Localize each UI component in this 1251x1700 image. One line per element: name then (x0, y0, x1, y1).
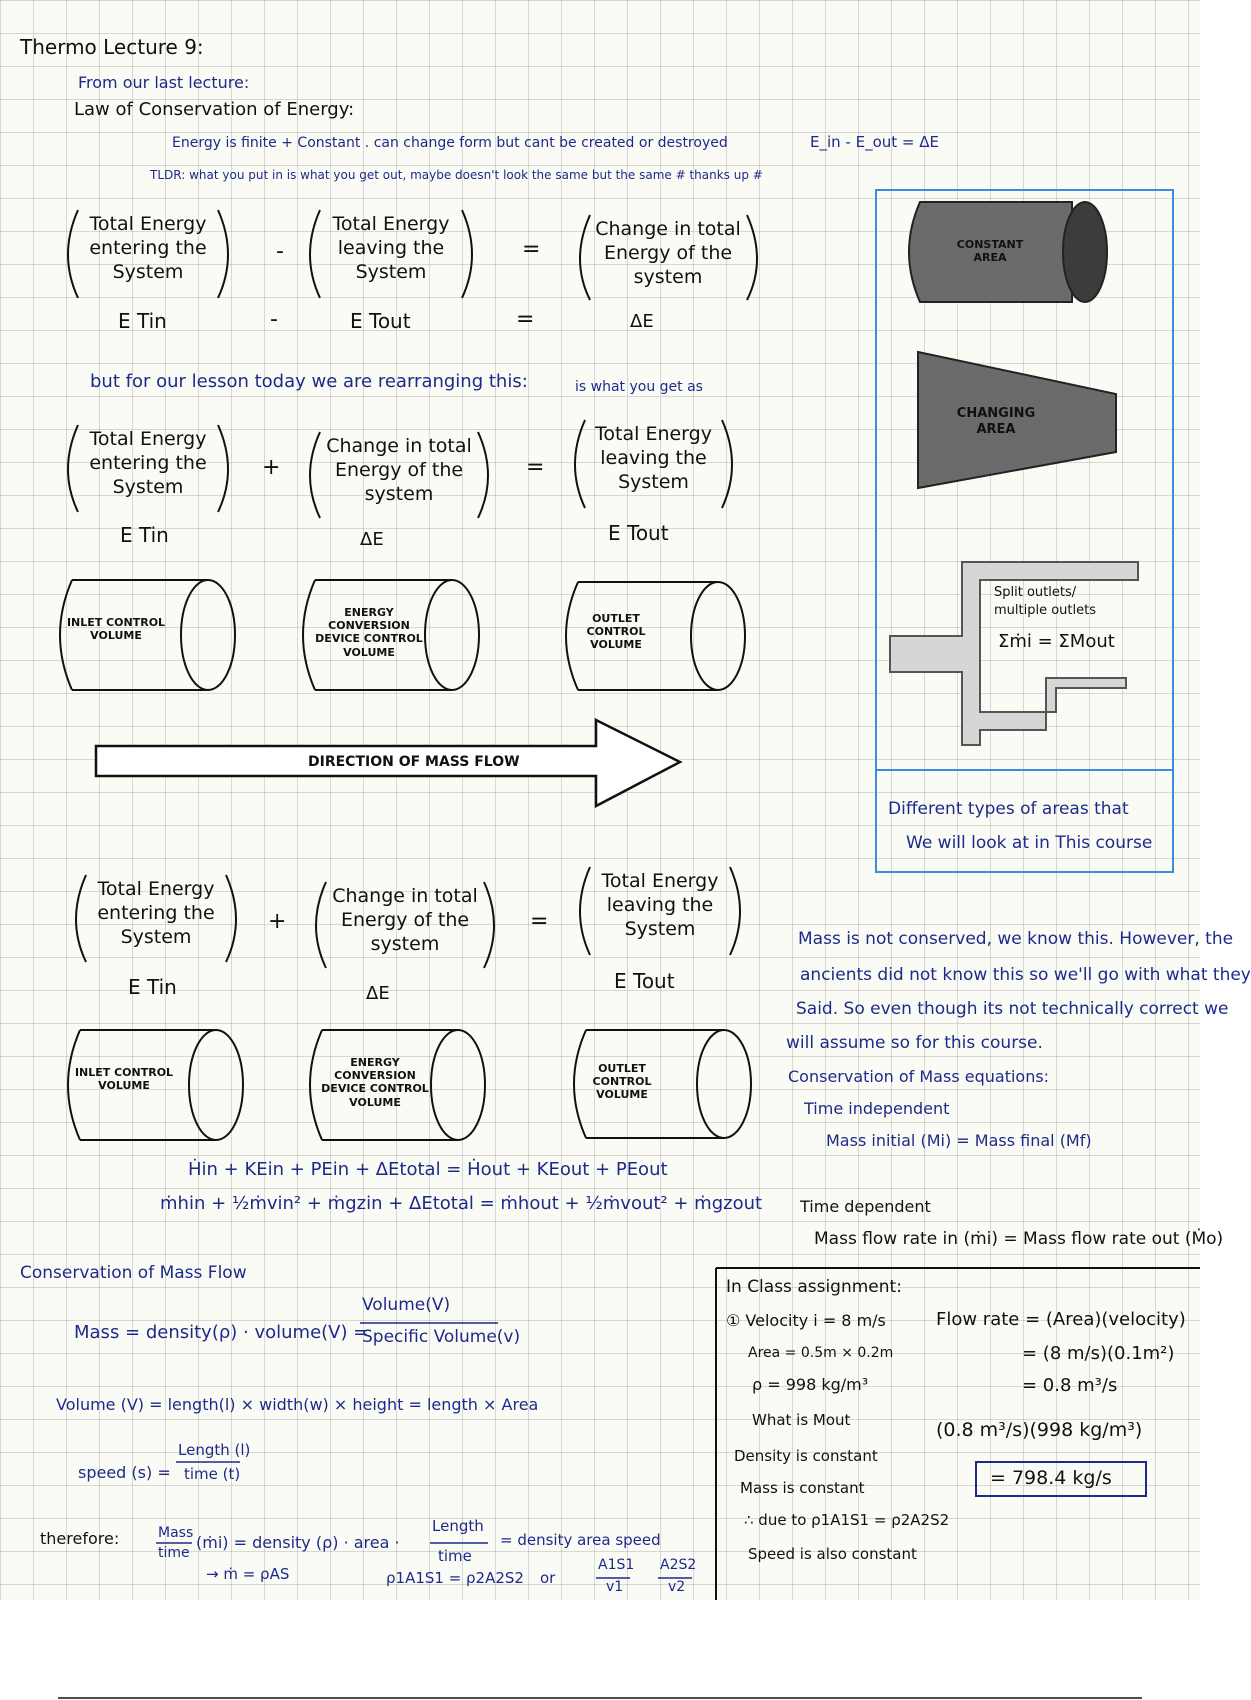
box-energy-change-1 (588, 218, 748, 300)
flow-rate-formula: Flow rate = (Area)(velocity) (936, 1309, 1186, 1330)
mass-note-line1: Mass is not conserved, we know this. However, the (798, 929, 1234, 949)
fraction-a-numerator: A1S1 (598, 1557, 635, 1573)
fraction-b-denominator: v2 (668, 1579, 686, 1595)
box-text: Total Energy leaving the System (601, 870, 719, 940)
volume-numerator: Volume(V) (362, 1295, 451, 1315)
what-you-get-note: is what you get as (575, 379, 703, 395)
mass-equations-heading: Conservation of Mass equations: (788, 1067, 1050, 1086)
e-in-label: E Tin (128, 975, 177, 999)
box-energy-change-2 (320, 435, 478, 517)
length-numerator: Length (432, 1517, 484, 1535)
device-control-volume-label: ENERGY CONVERSION DEVICE CONTROL VOLUME (321, 1056, 429, 1109)
page-title: Thermo Lecture 9: (20, 35, 204, 59)
time-independent-equation: Mass initial (Mi) = Mass final (Mf) (826, 1131, 1092, 1150)
speed-label: speed (s) = (78, 1463, 171, 1482)
assignment-density: ρ = 998 kg/m³ (752, 1375, 869, 1394)
mass-flow-heading: Conservation of Mass Flow (20, 1263, 247, 1283)
speed-numerator: Length (l) (178, 1441, 251, 1459)
flow-rate-step2: = 0.8 m³/s (1022, 1375, 1118, 1396)
changing-area-label: CHANGING AREA (956, 406, 1036, 437)
inlet-control-volume-label: INLET CONTROL VOLUME (74, 1066, 174, 1093)
specific-volume-denominator: Specific Volume(v) (362, 1327, 521, 1347)
assignment-answer: = 798.4 kg/s (990, 1467, 1112, 1489)
delta-e-label: ΔE (630, 311, 654, 332)
box-energy-change-3 (326, 885, 484, 967)
box-text: Change in total Energy of the system (332, 885, 478, 955)
box-text: Total Energy entering the System (97, 878, 215, 948)
plus-sign: + (262, 455, 281, 480)
areas-caption-line2: We will look at in This course (906, 833, 1153, 853)
therefore-equation: (ṁi) = density (ρ) · area · (196, 1533, 400, 1552)
box-energy-leaving-1 (320, 213, 462, 295)
rearranging-note: but for our lesson today we are rearranging this: (90, 371, 528, 392)
split-outlets-label: Split outlets/ multiple outlets (994, 585, 1096, 619)
mass-flow-calc: (0.8 m³/s)(998 kg/m³) (936, 1419, 1143, 1441)
e-out-label: E Tout (614, 969, 675, 993)
mass-equation: Mass = density(ρ) · volume(V) = (74, 1322, 369, 1343)
box-energy-leaving-2 (585, 423, 722, 505)
box-energy-entering-1 (78, 213, 218, 295)
time-independent-label: Time independent (804, 1099, 950, 1118)
flow-rate-step1: = (8 m/s)(0.1m²) (1022, 1343, 1175, 1364)
therefore-rhs: = density area speed (500, 1531, 661, 1549)
inlet-control-volume-label: INLET CONTROL VOLUME (66, 616, 166, 643)
constant-area-label: CONSTANT AREA (956, 238, 1024, 265)
mass-note-line2: ancients did not know this so we'll go with what they (800, 965, 1251, 985)
assignment-mass-constant: Mass is constant (740, 1479, 865, 1497)
areas-caption-line1: Different types of areas that (888, 799, 1129, 819)
e-in-label: E Tin (118, 309, 167, 333)
mass-note-line4: will assume so for this course. (786, 1033, 1043, 1053)
box-energy-entering-2 (78, 428, 218, 510)
plus-sign: + (268, 909, 287, 934)
assignment-question: What is Mout (752, 1411, 851, 1429)
box-text: Change in total Energy of the system (326, 435, 472, 505)
equals-sign: = (526, 455, 545, 480)
fraction-b-numerator: A2S2 (660, 1557, 697, 1573)
time-dependent-label: Time dependent (800, 1197, 931, 1216)
e-out-label: E Tout (350, 309, 411, 333)
e-out-label: E Tout (608, 521, 669, 545)
therefore-label: therefore: (40, 1529, 120, 1548)
assignment-due-to: ∴ due to ρ1A1S1 = ρ2A2S2 (744, 1511, 950, 1529)
assignment-velocity: ① Velocity i = 8 m/s (726, 1311, 886, 1330)
rho-area-speed-equation: ρ1A1S1 = ρ2A2S2 (386, 1569, 524, 1587)
minus-sign: - (276, 239, 284, 264)
direction-of-mass-flow-label: DIRECTION OF MASS FLOW (308, 754, 520, 770)
assignment-density-constant: Density is constant (734, 1447, 878, 1465)
law-title: Law of Conservation of Energy: (74, 99, 355, 120)
device-control-volume-label: ENERGY CONVERSION DEVICE CONTROL VOLUME (315, 606, 423, 659)
box-energy-entering-3 (86, 878, 226, 960)
energy-balance-expanded: ṁhin + ½ṁvin² + ṁgzin + ΔEtotal = ṁhout + ½ṁvout² + ṁgzout (160, 1193, 763, 1214)
delta-e-label: ΔE (360, 529, 384, 550)
box-energy-leaving-3 (590, 870, 730, 952)
assignment-heading: In Class assignment: (726, 1277, 902, 1297)
assignment-area: Area = 0.5m × 0.2m (748, 1345, 894, 1361)
speed-denominator: time (t) (184, 1465, 241, 1483)
from-last-lecture: From our last lecture: (78, 73, 250, 92)
assignment-speed-constant: Speed is also constant (748, 1545, 917, 1563)
energy-balance-equation: Ḣin + KEin + PEin + ΔEtotal = Ḣout + KEout + PEout (188, 1159, 668, 1180)
mdot-equation: → ṁ = ρAS (206, 1565, 290, 1583)
outlet-control-volume-label: OUTLET CONTROL VOLUME (592, 1062, 652, 1102)
box-text: Total Energy leaving the System (332, 213, 450, 283)
equals-sign: = (530, 909, 549, 934)
mass-note-line3: Said. So even though its not technically correct we (796, 999, 1229, 1019)
energy-equation: E_in - E_out = ΔE (810, 133, 939, 151)
volume-equation: Volume (V) = length(l) × width(w) × height = length × Area (56, 1395, 539, 1414)
equals-sign: = (516, 307, 535, 332)
box-text: Change in total Energy of the system (595, 218, 741, 288)
e-in-label: E Tin (120, 523, 169, 547)
time-dependent-equation: Mass flow rate in (ṁi) = Mass flow rate out (Ṁo) (814, 1229, 1224, 1249)
tldr-note: TLDR: what you put in is what you get out, maybe doesn't look the same but the same # thanks up # (150, 168, 763, 182)
length-denominator: time (438, 1547, 472, 1565)
box-text: Total Energy entering the System (89, 428, 207, 498)
or-label: or (540, 1569, 556, 1587)
outlet-control-volume-label: OUTLET CONTROL VOLUME (586, 612, 646, 652)
split-outlets-equation: Σṁi = ΣMout (998, 631, 1115, 652)
energy-statement: Energy is finite + Constant . can change form but cant be created or destroyed (172, 135, 728, 151)
mass-time-numerator: Mass (158, 1525, 194, 1541)
mass-time-denominator: time (158, 1545, 190, 1561)
box-text: Total Energy entering the System (89, 213, 207, 283)
fraction-a-denominator: v1 (606, 1579, 624, 1595)
box-text: Total Energy leaving the System (595, 423, 712, 493)
equals-sign: = (522, 237, 541, 262)
minus-sign: - (270, 307, 278, 332)
delta-e-label: ΔE (366, 983, 390, 1004)
